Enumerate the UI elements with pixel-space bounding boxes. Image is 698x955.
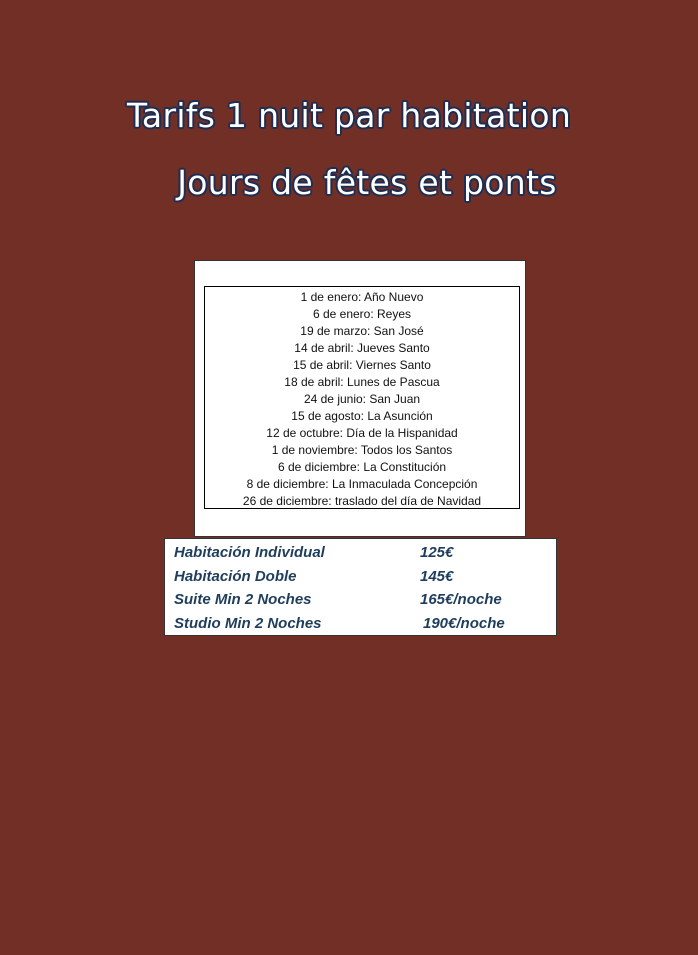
holiday-panel bbox=[194, 260, 526, 537]
holiday-item: 15 de agosto: La Asunción bbox=[291, 409, 433, 423]
room-name: Suite Min 2 Noches bbox=[174, 591, 312, 608]
price-row bbox=[165, 544, 556, 568]
holiday-item: 1 de noviembre: Todos los Santos bbox=[271, 443, 453, 457]
room-name: Habitación Doble bbox=[174, 567, 297, 585]
holiday-list bbox=[204, 286, 520, 509]
price-row bbox=[165, 591, 556, 615]
holiday-item: 12 de octubre: Día de la Hispanidad bbox=[266, 426, 458, 440]
room-price: 165€/noche bbox=[420, 591, 502, 608]
room-name: Habitación Individual bbox=[174, 544, 325, 561]
holiday-item: 6 de diciembre: La Constitución bbox=[277, 460, 447, 474]
holiday-item: 8 de diciembre: La Inmaculada Concepción bbox=[246, 477, 478, 491]
price-row bbox=[165, 615, 556, 639]
holiday-item: 19 de marzo: San José bbox=[300, 324, 424, 338]
room-price: 145€ bbox=[420, 567, 454, 585]
price-table bbox=[164, 538, 557, 636]
holiday-item: 24 de junio: San Juan bbox=[303, 392, 421, 406]
holiday-item: 26 de diciembre: traslado del día de Navidad bbox=[242, 494, 482, 508]
room-name: Studio Min 2 Noches bbox=[174, 614, 322, 632]
holiday-item: 15 de abril: Viernes Santo bbox=[293, 358, 431, 372]
holiday-item: 14 de abril: Jueves Santo bbox=[294, 341, 430, 355]
price-row bbox=[165, 568, 556, 592]
page-subtitle: Jours de fêtes et ponts bbox=[177, 163, 557, 202]
holiday-item: 18 de abril: Lunes de Pascua bbox=[284, 375, 440, 389]
page-title: Tarifs 1 nuit par habitation bbox=[126, 96, 572, 135]
holiday-item: 6 de enero: Reyes bbox=[312, 307, 412, 321]
holiday-item: 1 de enero: Año Nuevo bbox=[300, 290, 424, 304]
room-price: 190€/noche bbox=[423, 614, 505, 632]
room-price: 125€ bbox=[420, 544, 454, 561]
